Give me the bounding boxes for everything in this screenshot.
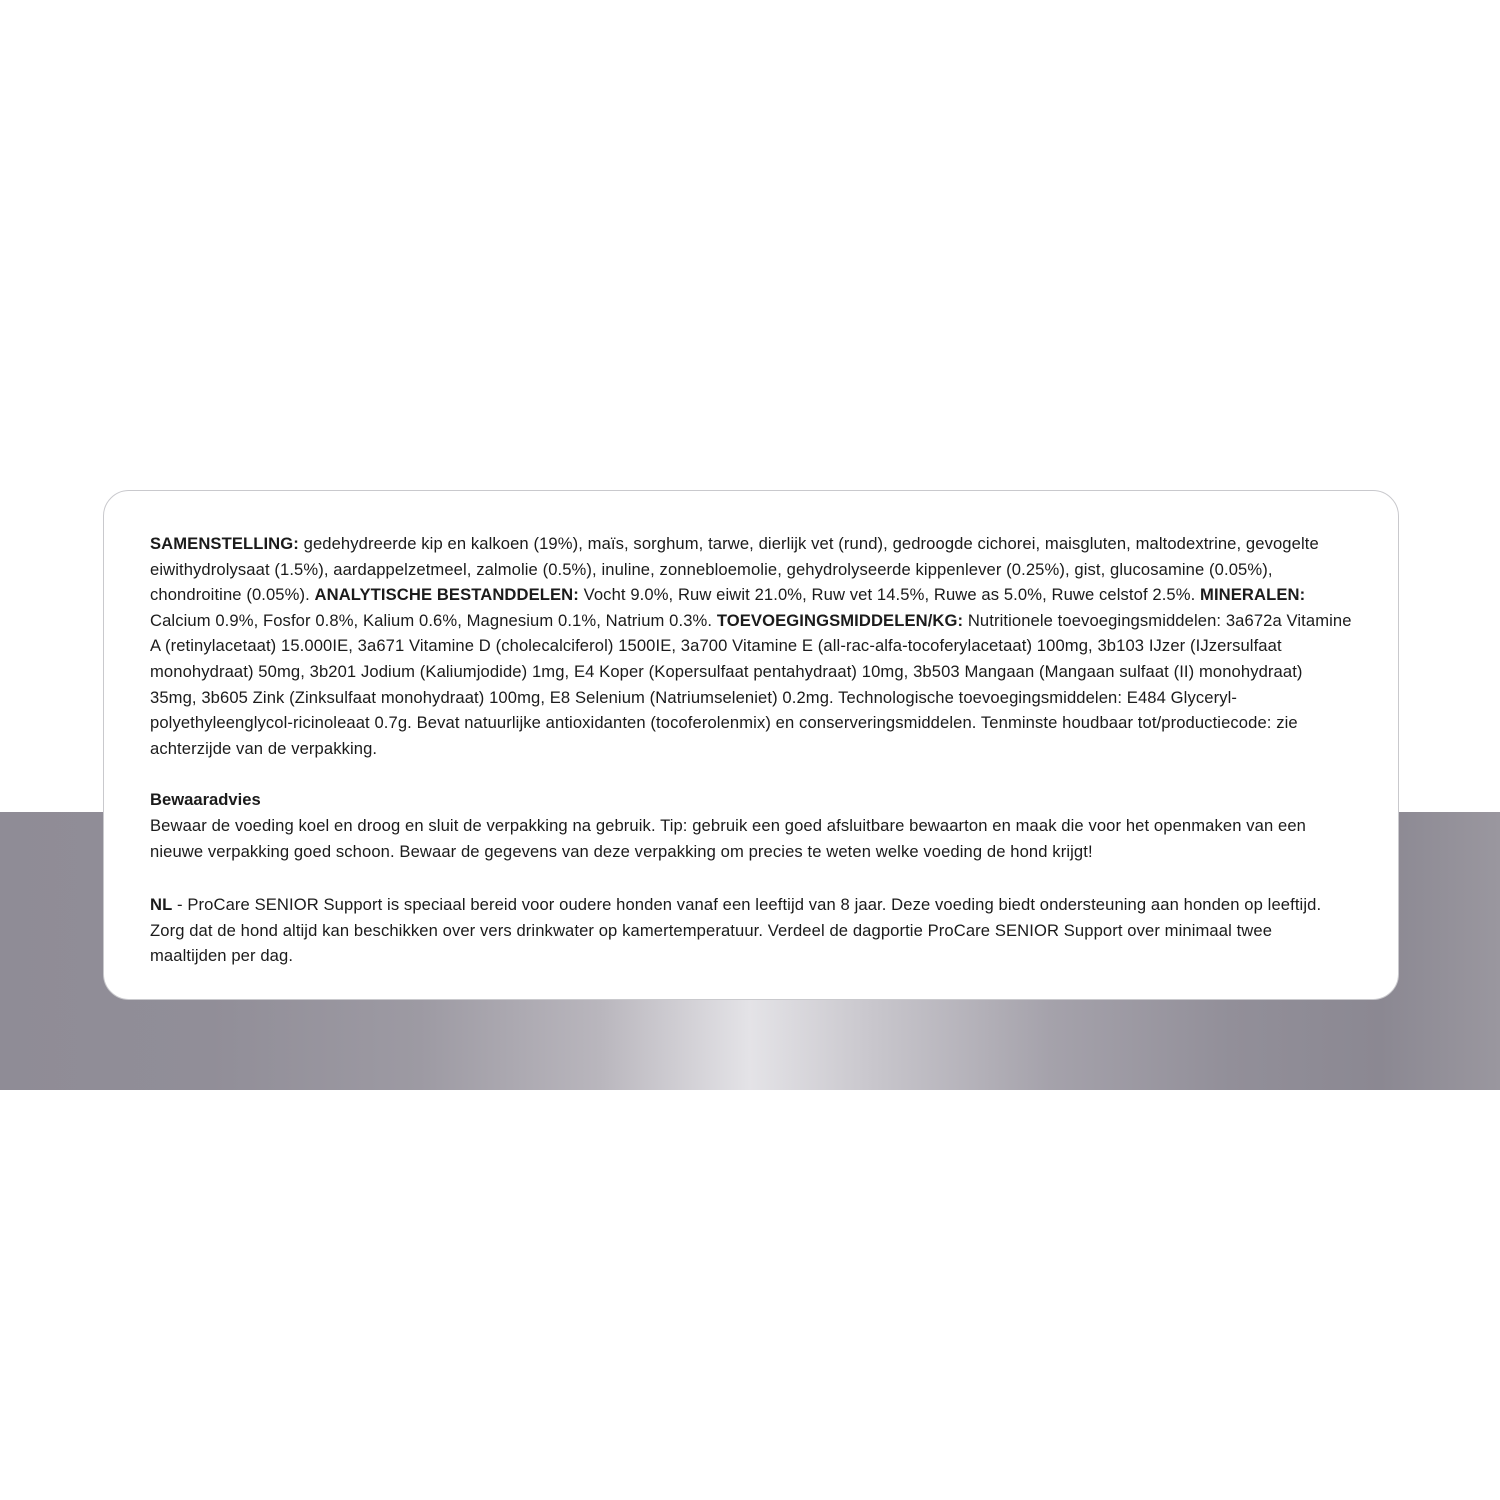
storage-advice-block (150, 787, 1352, 864)
composition-text: gedehydreerde kip en kalkoen (19%), maïs, sorghum, tarwe, dierlijk vet (rund), gedroogde cichorei, maisgluten, maltodextrine, gevogelte eiwithydrolysaat (1.5%), aardappelzetmeel, zalmolie (0.5%), inuline, zonnebloemolie, gehydrolyseerde kippenlever (0.25%), gist, glucosamine (0.05%), chondroitine (0.05%). (150, 534, 1319, 605)
nutrition-label-card (103, 490, 1399, 1000)
nl-feeding-note (150, 892, 1352, 969)
minerals-heading: MINERALEN: (1200, 585, 1306, 605)
analytical-heading: ANALYTISCHE BESTANDDELEN: (314, 585, 579, 605)
analytical-text: Vocht 9.0%, Ruw eiwit 21.0%, Ruw vet 14.5%, Ruwe as 5.0%, Ruwe celstof 2.5%. (578, 585, 1201, 605)
minerals-text: Calcium 0.9%, Fosfor 0.8%, Kalium 0.6%, Magnesium 0.1%, Natrium 0.3%. (150, 610, 717, 630)
nl-feeding-note-text: - ProCare SENIOR Support is speciaal bereid voor oudere honden vanaf een leeftijd van 8 jaar. Deze voeding biedt ondersteuning aan honden op leeftijd. Zorg dat de hond altijd kan beschikken over vers drinkwater op kamertemperatuur. Verdeel de dagportie ProCare SENIOR Support over minimaal twee maaltijden per dag. (150, 895, 1322, 966)
additives-heading: TOEVOEGINGSMIDDELEN/KG: (716, 610, 964, 630)
additives-text: Nutritionele toevoegingsmiddelen: 3a672a Vitamine A (retinylacetaat) 15.000IE, 3a671 Vitamine D (cholecalciferol) 1500IE, 3a700 Vitamine E (all-rac-alfa-tocoferylacetaat) 100mg, 3b103 IJzer (IJzersulfaat monohydraat) 50mg, 3b201 Jodium (Kaliumjodide) 1mg, E4 Koper (Kopersulfaat pentahydraat) 10mg, 3b503 Mangaan (Mangaan sulfaat (II) monohydraat) 35mg, 3b605 Zink (Zinksulfaat monohydraat) 100mg, E8 Selenium (Natriumseleniet) 0.2mg. Technologische toevoegingsmiddelen: E484 Glyceryl-polyethyleenglycol-ricinoleaat 0.7g. Bevat natuurlijke antioxidanten (tocoferolenmix) en conserveringsmiddelen. Tenminste houdbaar tot/productiecode: zie achterzijde van de verpakking. (150, 610, 1352, 758)
nl-feeding-note-block (150, 892, 1352, 969)
storage-advice-heading: Bewaaradvies (150, 790, 261, 810)
ingredients-paragraph (150, 531, 1352, 761)
composition-heading: SAMENSTELLING: (150, 534, 299, 553)
storage-advice-text: Bewaar de voeding koel en droog en sluit de verpakking na gebruik. Tip: gebruik een goed afsluitbare bewaarton en maak die voor het openmaken van een nieuwe verpakking goed schoon. Bewaar de gegevens van deze verpakking om precies te weten welke voeding de hond krijgt! (150, 815, 1307, 861)
language-code-label: NL (150, 895, 173, 915)
